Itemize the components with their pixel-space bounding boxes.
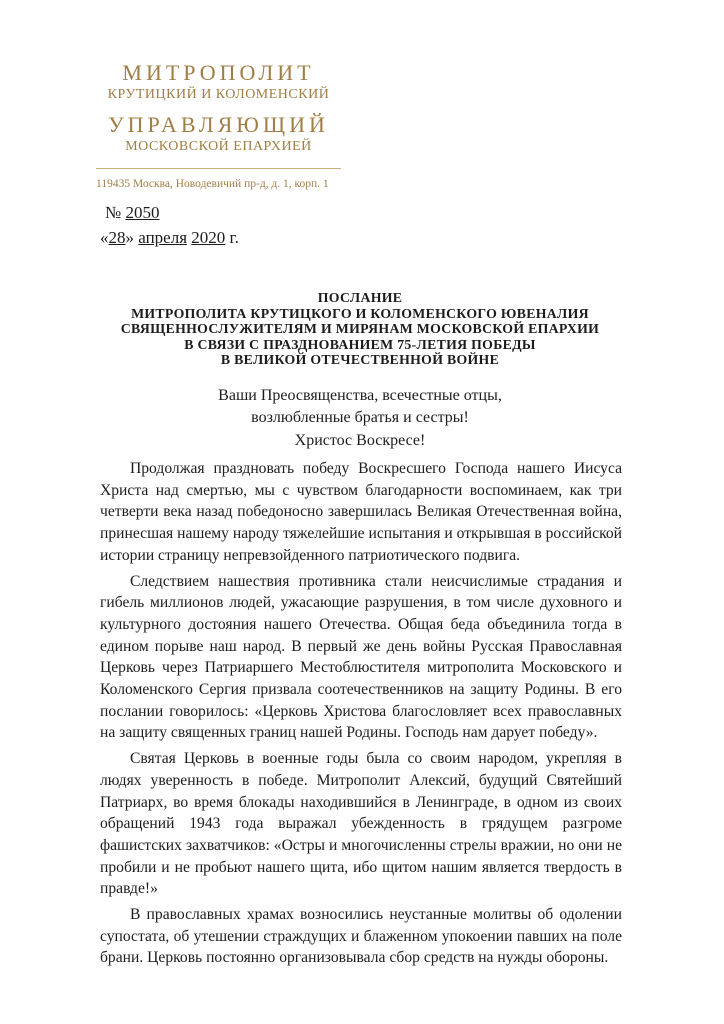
date-year-suffix: г. (229, 228, 239, 247)
greeting-line: возлюбленные братья и сестры! (251, 409, 469, 426)
letterhead (96, 60, 341, 156)
date-year: 2020 (191, 228, 226, 247)
title-line: В ВЕЛИКОЙ ОТЕЧЕСТВЕННОЙ ВОЙНЕ (220, 352, 500, 368)
date-day: 28 (108, 228, 126, 247)
paschal-greeting: Христос Воскресе! (294, 432, 426, 449)
body-paragraph: Святая Церковь в военные годы была со своим народом, укрепляя в людях уверенность в победе. Митрополит Алексий, будущий Святейший Патриарх, во время блокады находившийся в Ленинграде, в одном из своих обращений 1943 года выражал убежденность в грядущем разгроме фашистских захватчиков: «Остры и многочисленны стрелы вражии, но они не пробили и не пробьют нашего щита, ибо щитом нашим является твердость в правде!» (100, 750, 622, 898)
title-line: СВЯЩЕННОСЛУЖИТЕЛЯМ И МИРЯНАМ МОСКОВСКОЙ ЕПАРХИИ (120, 321, 600, 337)
date-quote-close: » (125, 228, 134, 247)
number-value: 2050 (125, 203, 160, 222)
greeting-line: Ваши Преосвященства, всечестные отцы, (218, 387, 502, 404)
body-paragraph: Продолжая праздновать победу Воскресшего Господа нашего Иисуса Христа над смертью, мы с чувством благодарности воспоминаем, как три четверти века назад победоносно завершилась Великая Отечественная война, принесшая нашему народу тяжелейшие испытания и открывшая в российской истории страницу непревзойденного патриотического подвига. (100, 460, 622, 564)
letterhead-title-2: УПРАВЛЯЮЩИЙ (108, 112, 329, 137)
date-quote-open: « (100, 228, 109, 247)
number-sign: № (105, 203, 122, 222)
date-month: апреля (138, 228, 188, 247)
title-line: ПОСЛАНИЕ (317, 290, 403, 305)
letterhead-address: 119435 Москва, Новодевичий пр-д, д. 1, корп. 1 (96, 178, 329, 190)
body-paragraph: В православных храмах возносились неустанные молитвы об одолении супостата, об утешении страждущих и блаженном упокоении павших на поле брани. Церковь постоянно организовывала сбор средств на нужды обороны. (100, 906, 622, 967)
letter-body (100, 458, 622, 973)
letterhead-subtitle: КРУТИЦКИЙ И КОЛОМЕНСКИЙ (107, 87, 330, 102)
document-title (100, 290, 620, 368)
letterhead-title: МИТРОПОЛИТ (122, 60, 315, 85)
registration-number (105, 203, 159, 223)
letterhead-divider (96, 168, 341, 169)
body-paragraph: Следствием нашествия противника стали неисчислимые страдания и гибель миллионов людей, ужасающие разрушения, в том числе духовного и культурного достояния нашего Отечества. Общая беда объединила тогда в едином порыве наш народ. В первый же день войны Русская Православная Церковь через Патриаршего Местоблюстителя митрополита Московского и Коломенского Сергия призвала соотечественников на защиту Родины. В его послании говорилось: «Церковь Христова благословляет всех православных на защиту священных границ нашей Родины. Господь нам дарует победу». (100, 572, 622, 742)
title-line: В СВЯЗИ С ПРАЗДНОВАНИЕМ 75-ЛЕТИЯ ПОБЕДЫ (184, 336, 536, 352)
letterhead-subtitle-2: МОСКОВСКОЙ ЕПАРХИЕЙ (125, 139, 312, 154)
title-line: МИТРОПОЛИТА КРУТИЦКОГО И КОЛОМЕНСКОГО ЮВЕНАЛИЯ (131, 305, 589, 321)
registration-date (100, 228, 239, 248)
greeting (100, 385, 620, 429)
